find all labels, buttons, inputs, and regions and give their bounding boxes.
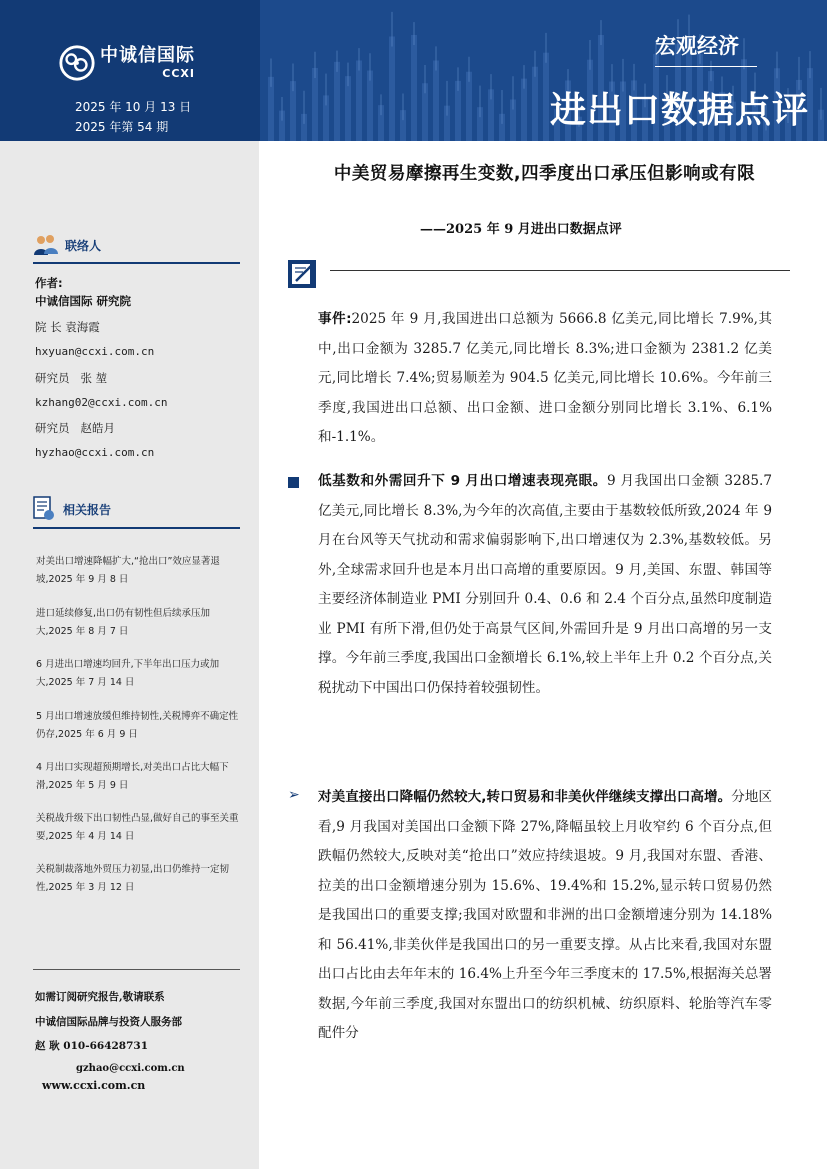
related-report-link[interactable]: 对美出口增速降幅扩大,“抢出口”效应显著退坡,2025 年 9 月 8 日 xyxy=(36,556,220,585)
document-title: 中美贸易摩擦再生变数,四季度出口承压但影响或有限 xyxy=(333,164,756,184)
ccxi-logo-icon xyxy=(58,44,96,82)
contact-name: 研究员 赵皓月 xyxy=(35,421,115,435)
contact-name: 研究员 张 堃 xyxy=(35,371,108,385)
related-report-link[interactable]: 关税战升级下出口韧性凸显,做好自己的事至关重要,2025 年 4 月 14 日 xyxy=(36,813,239,842)
section2-text: 分地区看,9 月我国对美国出口金额下降 27%,降幅虽较上月收窄约 6 个百分点,但跌幅仍然较大,反映对美“抢出口”效应持续退坡。9 月,我国对东盟、香港、拉美的出口金额增速分别为 15.6%、19.4%和 15.2%,显示转口贸易仍然是我国出口的重要支撑;我国对欧盟和非洲的出口金额增速分别为 14.18%和 56.41%,非美伙伴是我国出口的另一重要支撑。从占比来看,我国对东盟出口占比由去年年末的 16.4%上升至今年三季度末的 17.5%,根据海关总署数据,今年前三季度,我国对东盟出口的纺织机械、纺织原料、轮胎等汽车零配件分 xyxy=(318,789,772,1041)
related-reports-heading xyxy=(33,496,111,522)
title-rule xyxy=(330,270,790,271)
square-bullet-icon xyxy=(288,477,299,488)
related-report-link[interactable]: 6 月进出口增速均回升,下半年出口压力或加大,2025 年 7 月 14 日 xyxy=(36,659,220,688)
edit-note-icon xyxy=(287,259,317,289)
section1-heading: 低基数和外需回升下 9 月出口增速表现亮眼。 xyxy=(318,473,607,489)
section1-paragraph xyxy=(318,467,772,703)
header-banner xyxy=(0,0,827,141)
contact-email[interactable]: hxyuan@ccxi.com.cn xyxy=(35,345,155,358)
event-text: 2025 年 9 月,我国进出口总额为 5666.8 亿美元,同比增长 7.9%,其中,出口金额为 3285.7 亿美元,同比增长 8.3%;进口金额为 2381.2 亿美元,同比增长 7.4%;贸易顺差为 904.5 亿美元,同比增长 10.6%。今年前三季度,我国进出口总额、出口金额、进口金额分别同比增长 3.1%、6.1%和-1.1%。 xyxy=(318,311,772,445)
event-label: 事件: xyxy=(318,311,352,327)
related-report-link[interactable]: 关税制裁落地外贸压力初显,出口仍维持一定韧性,2025 年 3 月 12 日 xyxy=(36,864,230,893)
related-report-link[interactable]: 4 月出口实现超预期增长,对美出口占比大幅下滑,2025 年 5 月 9 日 xyxy=(36,762,229,791)
section1-text: 9 月我国出口金额 3285.7 亿美元,同比增长 8.3%,为今年的次高值,主要由于基数较低所致,2024 年 9 月在台风等天气扰动和需求偏弱影响下,出口增速仅为 2.3%,基数较低。另外,全球需求回升也是本月出口高增的重要原因。9 月,美国、东盟、韩国等主要经济体制造业 PMI 分别回升 0.4、0.6 和 2.4 个百分点,虽然印度制造业 PMI 有所下滑,但仍处于高景气区间,外需回升是 9 月出口高增的另一支撑。今年前三季度,我国出口金额增长 6.1%,较上半年上升 0.2 个百分点,关税扰动下中国出口仍保持着较强韧性。 xyxy=(318,473,772,696)
contacts-people-icon xyxy=(33,233,59,257)
company-name-en: CCXI xyxy=(162,67,195,80)
report-date: 2025 年 10 月 13 日 xyxy=(75,100,192,114)
related-report-link[interactable]: 5 月出口增速放缓但维持韧性,关税博弈不确定性仍存,2025 年 6 月 9 日 xyxy=(36,711,239,740)
contacts-title: 联络人 xyxy=(65,238,102,253)
section2-paragraph xyxy=(318,783,772,1049)
related-report-link[interactable]: 进口延续修复,出口仍有韧性但后续承压加大,2025 年 8 月 7 日 xyxy=(36,608,211,637)
report-category: 宏观经济 xyxy=(655,30,757,67)
company-logo xyxy=(58,43,195,83)
subscribe-divider xyxy=(33,969,240,970)
contacts-heading xyxy=(33,233,101,257)
contacts-divider xyxy=(33,262,240,264)
section2-heading: 对美直接出口降幅仍然较大,转口贸易和非美伙伴继续支撑出口高增。 xyxy=(318,789,732,805)
contact-email[interactable]: hyzhao@ccxi.com.cn xyxy=(35,446,155,459)
author-org: 中诚信国际 研究院 xyxy=(35,294,132,308)
related-reports-title: 相关报告 xyxy=(63,502,112,517)
related-divider xyxy=(33,527,240,529)
document-subtitle: ——2025 年 9 月进出口数据点评 xyxy=(420,222,622,237)
website-link[interactable]: www.ccxi.com.cn xyxy=(42,1079,146,1092)
event-paragraph xyxy=(318,305,772,453)
arrow-bullet-icon: ➢ xyxy=(288,787,300,803)
contact-email[interactable]: kzhang02@ccxi.com.cn xyxy=(35,396,168,409)
author-label: 作者: xyxy=(35,276,63,290)
report-document-icon xyxy=(33,496,55,522)
subscribe-line-1: 如需订阅研究报告,敬请联系 xyxy=(35,991,165,1003)
subscribe-email[interactable]: gzhao@ccxi.com.cn xyxy=(76,1063,185,1074)
company-name-cn: 中诚信国际 xyxy=(100,45,195,66)
subscribe-line-2: 中诚信国际品牌与投资人服务部 xyxy=(35,1016,182,1028)
report-type-title: 进出口数据点评 xyxy=(549,90,809,131)
contact-name: 院 长 袁海霞 xyxy=(35,320,100,334)
report-issue: 2025 年第 54 期 xyxy=(75,120,169,134)
subscribe-contact: 赵 耿 010-66428731 xyxy=(35,1040,149,1052)
